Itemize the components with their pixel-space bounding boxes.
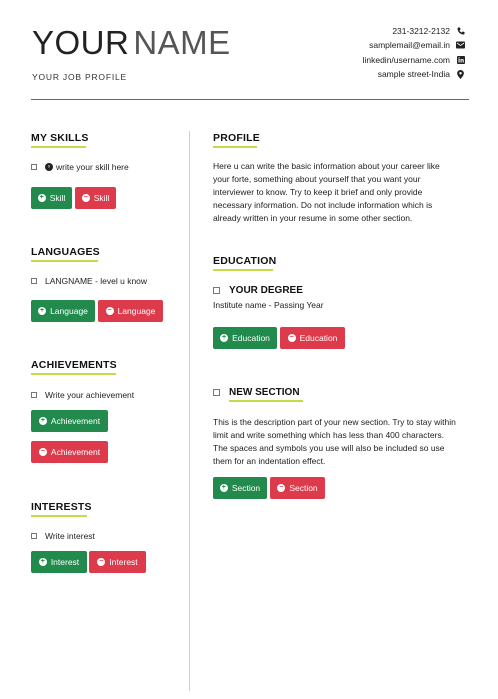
interests-heading-underline — [31, 515, 87, 517]
contact-location[interactable] — [363, 67, 466, 81]
profile-heading[interactable] — [213, 132, 260, 148]
languages-heading[interactable] — [31, 246, 100, 262]
degree-checkbox[interactable] — [213, 287, 220, 294]
plus-icon: + — [222, 334, 227, 341]
interest-item[interactable] — [31, 531, 95, 541]
remove-language-label: Language — [117, 306, 156, 316]
resume-name[interactable] — [32, 24, 231, 62]
language-item[interactable] — [31, 276, 147, 286]
new-section-line: The spaces and symbols you use will also be included so use — [213, 443, 445, 453]
plus-icon: + — [40, 558, 45, 565]
contact-email[interactable] — [363, 38, 466, 52]
profile-text[interactable] — [213, 160, 440, 225]
profile-line: Here u can write the basic information about your career like — [213, 161, 440, 171]
add-education-label: Education — [232, 333, 270, 343]
name-first: YOUR — [32, 24, 130, 61]
new-section-heading-text: NEW SECTION — [229, 387, 300, 398]
new-section-checkbox[interactable] — [213, 389, 220, 396]
achievement-item-text: Write your achievement — [45, 390, 135, 400]
interest-item-text: Write interest — [45, 531, 95, 541]
add-section-label: Section — [231, 483, 261, 493]
degree-title-text: YOUR DEGREE — [229, 285, 303, 296]
skills-heading[interactable] — [31, 132, 89, 148]
remove-education-label: Education — [299, 333, 338, 343]
skills-heading-text: MY SKILLS — [31, 132, 89, 144]
new-section-line: This is the description part of your new section. Try to stay within — [213, 417, 456, 427]
add-achievement-label: Achievement — [50, 416, 101, 426]
contact-phone[interactable] — [363, 24, 466, 38]
remove-achievement-label: Achievement — [50, 447, 101, 457]
new-section-line: limit and write something which has less than 400 characters. — [213, 430, 445, 440]
minus-icon: − — [279, 484, 284, 491]
achievement-checkbox[interactable] — [31, 392, 37, 398]
plus-icon: + — [39, 194, 44, 201]
remove-skill-label: Skill — [93, 193, 110, 203]
email-icon — [455, 41, 466, 49]
languages-heading-text: LANGUAGES — [31, 246, 100, 258]
skills-heading-underline — [31, 146, 86, 148]
profile-line: interviewer to know. Try to keep it brief and only provide — [213, 187, 423, 197]
remove-section-button[interactable] — [270, 477, 325, 499]
achievements-heading-underline — [31, 373, 116, 375]
new-section-heading[interactable] — [213, 387, 303, 402]
add-achievement-button[interactable] — [31, 410, 108, 432]
skill-checkbox[interactable] — [31, 164, 37, 170]
contact-block — [363, 24, 466, 81]
job-profile[interactable]: YOUR JOB PROFILE — [32, 72, 127, 82]
contact-email-text: samplemail@email.in — [369, 40, 450, 51]
remove-section-label: Section — [289, 483, 318, 493]
add-language-button[interactable] — [31, 300, 95, 322]
minus-icon: − — [99, 558, 104, 565]
language-checkbox[interactable] — [31, 278, 37, 284]
add-interest-button[interactable] — [31, 551, 87, 573]
profile-heading-text: PROFILE — [213, 132, 260, 144]
education-heading-text: EDUCATION — [213, 255, 277, 267]
plus-icon: + — [40, 417, 45, 424]
add-section-button[interactable] — [213, 477, 267, 499]
skill-item[interactable] — [31, 162, 129, 172]
add-skill-label: Skill — [49, 193, 66, 203]
profile-line: necessary information. Do not include information which is — [213, 200, 433, 210]
minus-icon: − — [107, 307, 112, 314]
degree-title[interactable] — [213, 285, 303, 296]
institute-text[interactable]: Institute name - Passing Year — [213, 300, 324, 310]
new-section-line: them for an indentation effect. — [213, 456, 326, 466]
add-education-button[interactable] — [213, 327, 277, 349]
remove-interest-button[interactable] — [89, 551, 146, 573]
minus-icon: − — [83, 194, 88, 201]
achievements-heading-text: ACHIEVEMENTS — [31, 359, 117, 371]
name-last: NAME — [133, 24, 231, 61]
chevron-right-icon: › — [45, 163, 53, 171]
education-heading[interactable] — [213, 255, 276, 271]
phone-icon — [455, 27, 466, 35]
new-section-underline — [229, 400, 303, 402]
minus-icon: − — [40, 448, 45, 455]
profile-heading-underline — [213, 146, 257, 148]
contact-phone-text: 231-3212-2132 — [392, 26, 450, 37]
skill-item-text: write your skill here — [56, 162, 129, 172]
interests-heading-text: INTERESTS — [31, 501, 92, 513]
remove-language-button[interactable] — [98, 300, 163, 322]
achievements-heading[interactable] — [31, 359, 117, 375]
add-interest-label: Interest — [50, 557, 80, 567]
remove-interest-label: Interest — [109, 557, 138, 567]
remove-achievement-button[interactable] — [31, 441, 108, 463]
add-skill-button[interactable] — [31, 187, 72, 209]
achievement-item[interactable] — [31, 390, 134, 400]
plus-icon: + — [40, 307, 45, 314]
contact-linkedin[interactable] — [363, 53, 466, 67]
remove-skill-button[interactable] — [75, 187, 116, 209]
interest-checkbox[interactable] — [31, 533, 37, 539]
remove-education-button[interactable] — [280, 327, 345, 349]
interests-heading[interactable] — [31, 501, 92, 517]
education-heading-underline — [213, 269, 273, 271]
language-item-text: LANGNAME - level u know — [45, 276, 148, 286]
plus-icon: + — [221, 484, 226, 491]
linkedin-icon — [455, 56, 466, 64]
column-divider — [189, 131, 190, 691]
add-language-label: Language — [50, 306, 88, 316]
header-divider — [31, 99, 469, 100]
profile-line: your forte, something about yourself that you want your — [213, 174, 421, 184]
new-section-text[interactable] — [213, 416, 456, 468]
contact-location-text: sample street-India — [377, 69, 450, 80]
minus-icon: − — [289, 334, 294, 341]
profile-line: already written in your resume in some other section. — [213, 213, 413, 223]
languages-heading-underline — [31, 260, 98, 262]
location-icon — [455, 70, 466, 79]
contact-linkedin-text: linkedin/username.com — [362, 54, 450, 65]
